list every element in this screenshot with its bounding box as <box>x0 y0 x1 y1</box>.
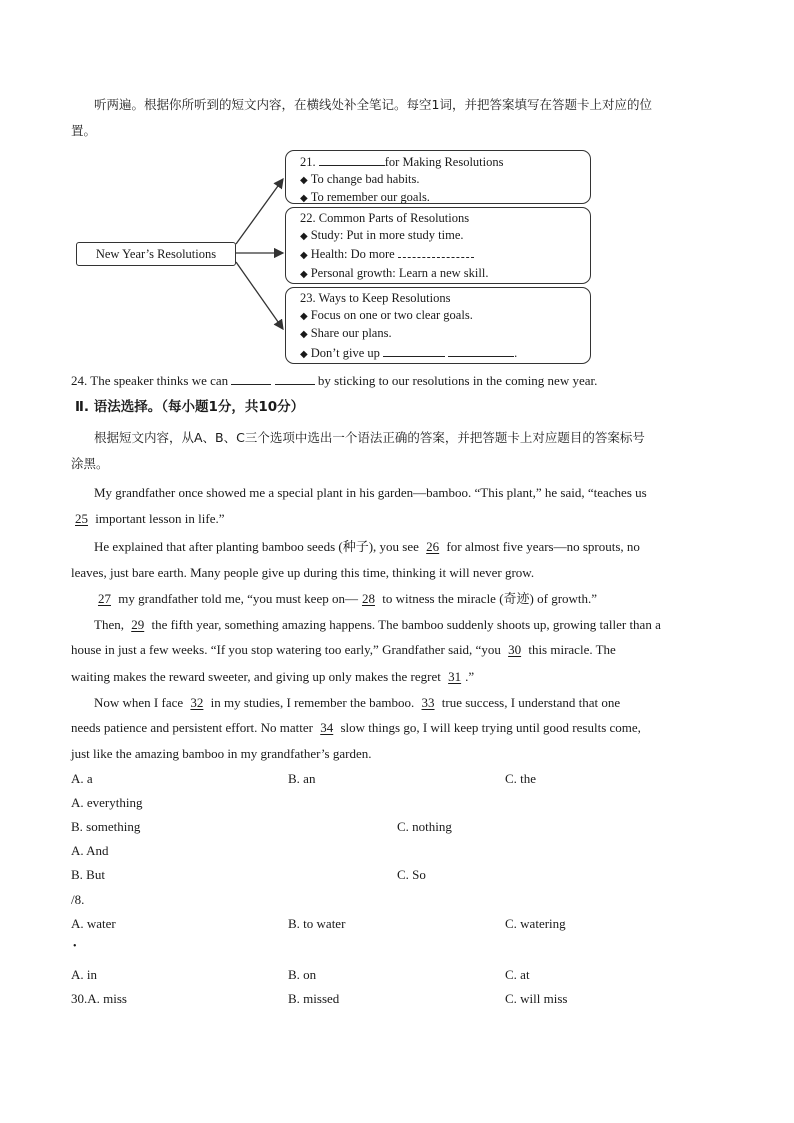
blank-22[interactable] <box>398 245 474 258</box>
option-b[interactable]: B. something <box>71 819 141 834</box>
passage-line: Then, 29 the fifth year, something amazing happens. The bamboo suddenly shoots up, growing taller than a <box>94 617 661 632</box>
option-a[interactable]: A. everything <box>71 795 143 810</box>
blank-28[interactable]: 28 <box>361 591 375 606</box>
option-a[interactable]: A. in <box>71 967 97 982</box>
blank-24b[interactable] <box>275 372 315 385</box>
option-a[interactable]: 30.A. miss <box>71 991 127 1006</box>
node-22-item: ◆ Health: Do more <box>300 245 582 265</box>
node-22-item: ◆ Personal growth: Learn a new skill. <box>300 265 489 280</box>
passage-line: needs patience and persistent effort. No matter 34 slow things go, I will keep trying until good results come, <box>71 720 641 735</box>
blank-23a[interactable] <box>383 344 445 357</box>
passage-line: He explained that after planting bamboo seeds (种子), you see 26 for almost five years—no sprouts, no <box>94 539 640 554</box>
blank-31[interactable]: 31 <box>448 669 462 684</box>
option-c[interactable]: C. nothing <box>397 819 452 834</box>
blank-33[interactable]: 33 <box>421 695 435 710</box>
node-21 <box>285 150 591 204</box>
passage-line: Now when I face 32 in my studies, I remember the bamboo. 33 true success, I understand that one <box>94 695 621 710</box>
option-c[interactable]: C. watering <box>505 916 566 931</box>
node-23-item: ◆ Focus on one or two clear goals. <box>300 307 473 322</box>
passage-line: waiting makes the reward sweeter, and giving up only makes the regret 31 .” <box>71 669 475 684</box>
bullet-mark: • <box>73 941 77 952</box>
node-23-item: ◆ Share our plans. <box>300 326 392 340</box>
option-label: /8. <box>71 892 85 907</box>
blank-34[interactable]: 34 <box>320 720 334 735</box>
passage-line: just like the amazing bamboo in my grandfather’s garden. <box>71 746 372 761</box>
blank-27[interactable]: 27 <box>98 591 111 606</box>
option-b[interactable]: B. to water <box>288 916 346 931</box>
option-a[interactable]: A. water <box>71 916 116 931</box>
blank-21[interactable] <box>319 153 385 166</box>
passage-line: 27 my grandfather told me, “you must keep on— 28 to witness the miracle (奇迹) of growth.” <box>94 590 597 608</box>
listening-instruction-line2: 置。 <box>71 123 97 138</box>
blank-23b[interactable] <box>448 344 514 357</box>
option-c[interactable]: C. at <box>505 967 530 982</box>
option-b[interactable]: B. an <box>288 771 316 786</box>
root-node: New Year’s Resolutions <box>76 242 236 266</box>
blank-25[interactable]: 25 <box>75 511 88 526</box>
node-21-item: ◆ To change bad habits. <box>300 171 420 186</box>
option-b[interactable]: B. on <box>288 967 317 982</box>
grammar-instruction-line2: 涂黑。 <box>71 456 109 471</box>
node-23 <box>285 287 591 364</box>
option-b[interactable]: B. missed <box>288 991 340 1006</box>
node-22-item: ◆ Study: Put in more study time. <box>300 227 464 242</box>
option-a[interactable]: A. a <box>71 771 93 786</box>
node-22-title: 22. Common Parts of Resolutions <box>300 211 470 225</box>
node-23-title: 23. Ways to Keep Resolutions <box>300 291 451 305</box>
grammar-instruction-line1: 根据短文内容，从A、B、C三个选项中选出一个语法正确的答案，并把答题卡上对应题目的答案标号 <box>94 430 645 445</box>
arrow-to-box1 <box>236 179 283 244</box>
option-a[interactable]: A. And <box>71 843 109 858</box>
blank-26[interactable]: 26 <box>426 539 440 554</box>
passage-line: house in just a few weeks. “If you stop watering too early,” Grandfather said, “you 30 this miracle. The <box>71 642 616 657</box>
node-21-title: 21. for Making Resolutions <box>300 155 504 169</box>
blank-24a[interactable] <box>231 372 271 385</box>
passage-line: leaves, just bare earth. Many people give up during this time, thinking it will never grow. <box>71 565 535 580</box>
question-24: 24. The speaker thinks we can by sticking to our resolutions in the coming new year. <box>71 373 598 388</box>
option-c[interactable]: C. So <box>397 867 426 882</box>
passage-line: My grandfather once showed me a special plant in his garden—bamboo. “This plant,” he said, “teaches us <box>94 485 647 500</box>
node-23-item: ◆ Don’t give up . <box>300 345 518 360</box>
listening-instruction-line1: 听两遍。根据你所听到的短文内容，在横线处补全笔记。每空1词，并把答案填写在答题卡上对应的位 <box>94 97 652 112</box>
arrow-to-box3 <box>236 262 283 329</box>
node-22 <box>285 207 591 284</box>
grammar-section-title: Ⅱ. 语法选择。（每小题1分，共10分） <box>75 399 305 415</box>
blank-29[interactable]: 29 <box>131 617 145 632</box>
option-c[interactable]: C. will miss <box>505 991 568 1006</box>
blank-30[interactable]: 30 <box>508 642 522 657</box>
node-21-item: ◆ To remember our goals. <box>300 190 430 204</box>
blank-32[interactable]: 32 <box>190 695 204 710</box>
passage-line: 25 important lesson in life.” <box>71 510 225 528</box>
resolution-diagram <box>70 147 594 365</box>
option-c[interactable]: C. the <box>505 771 537 786</box>
option-b[interactable]: B. But <box>71 867 105 882</box>
